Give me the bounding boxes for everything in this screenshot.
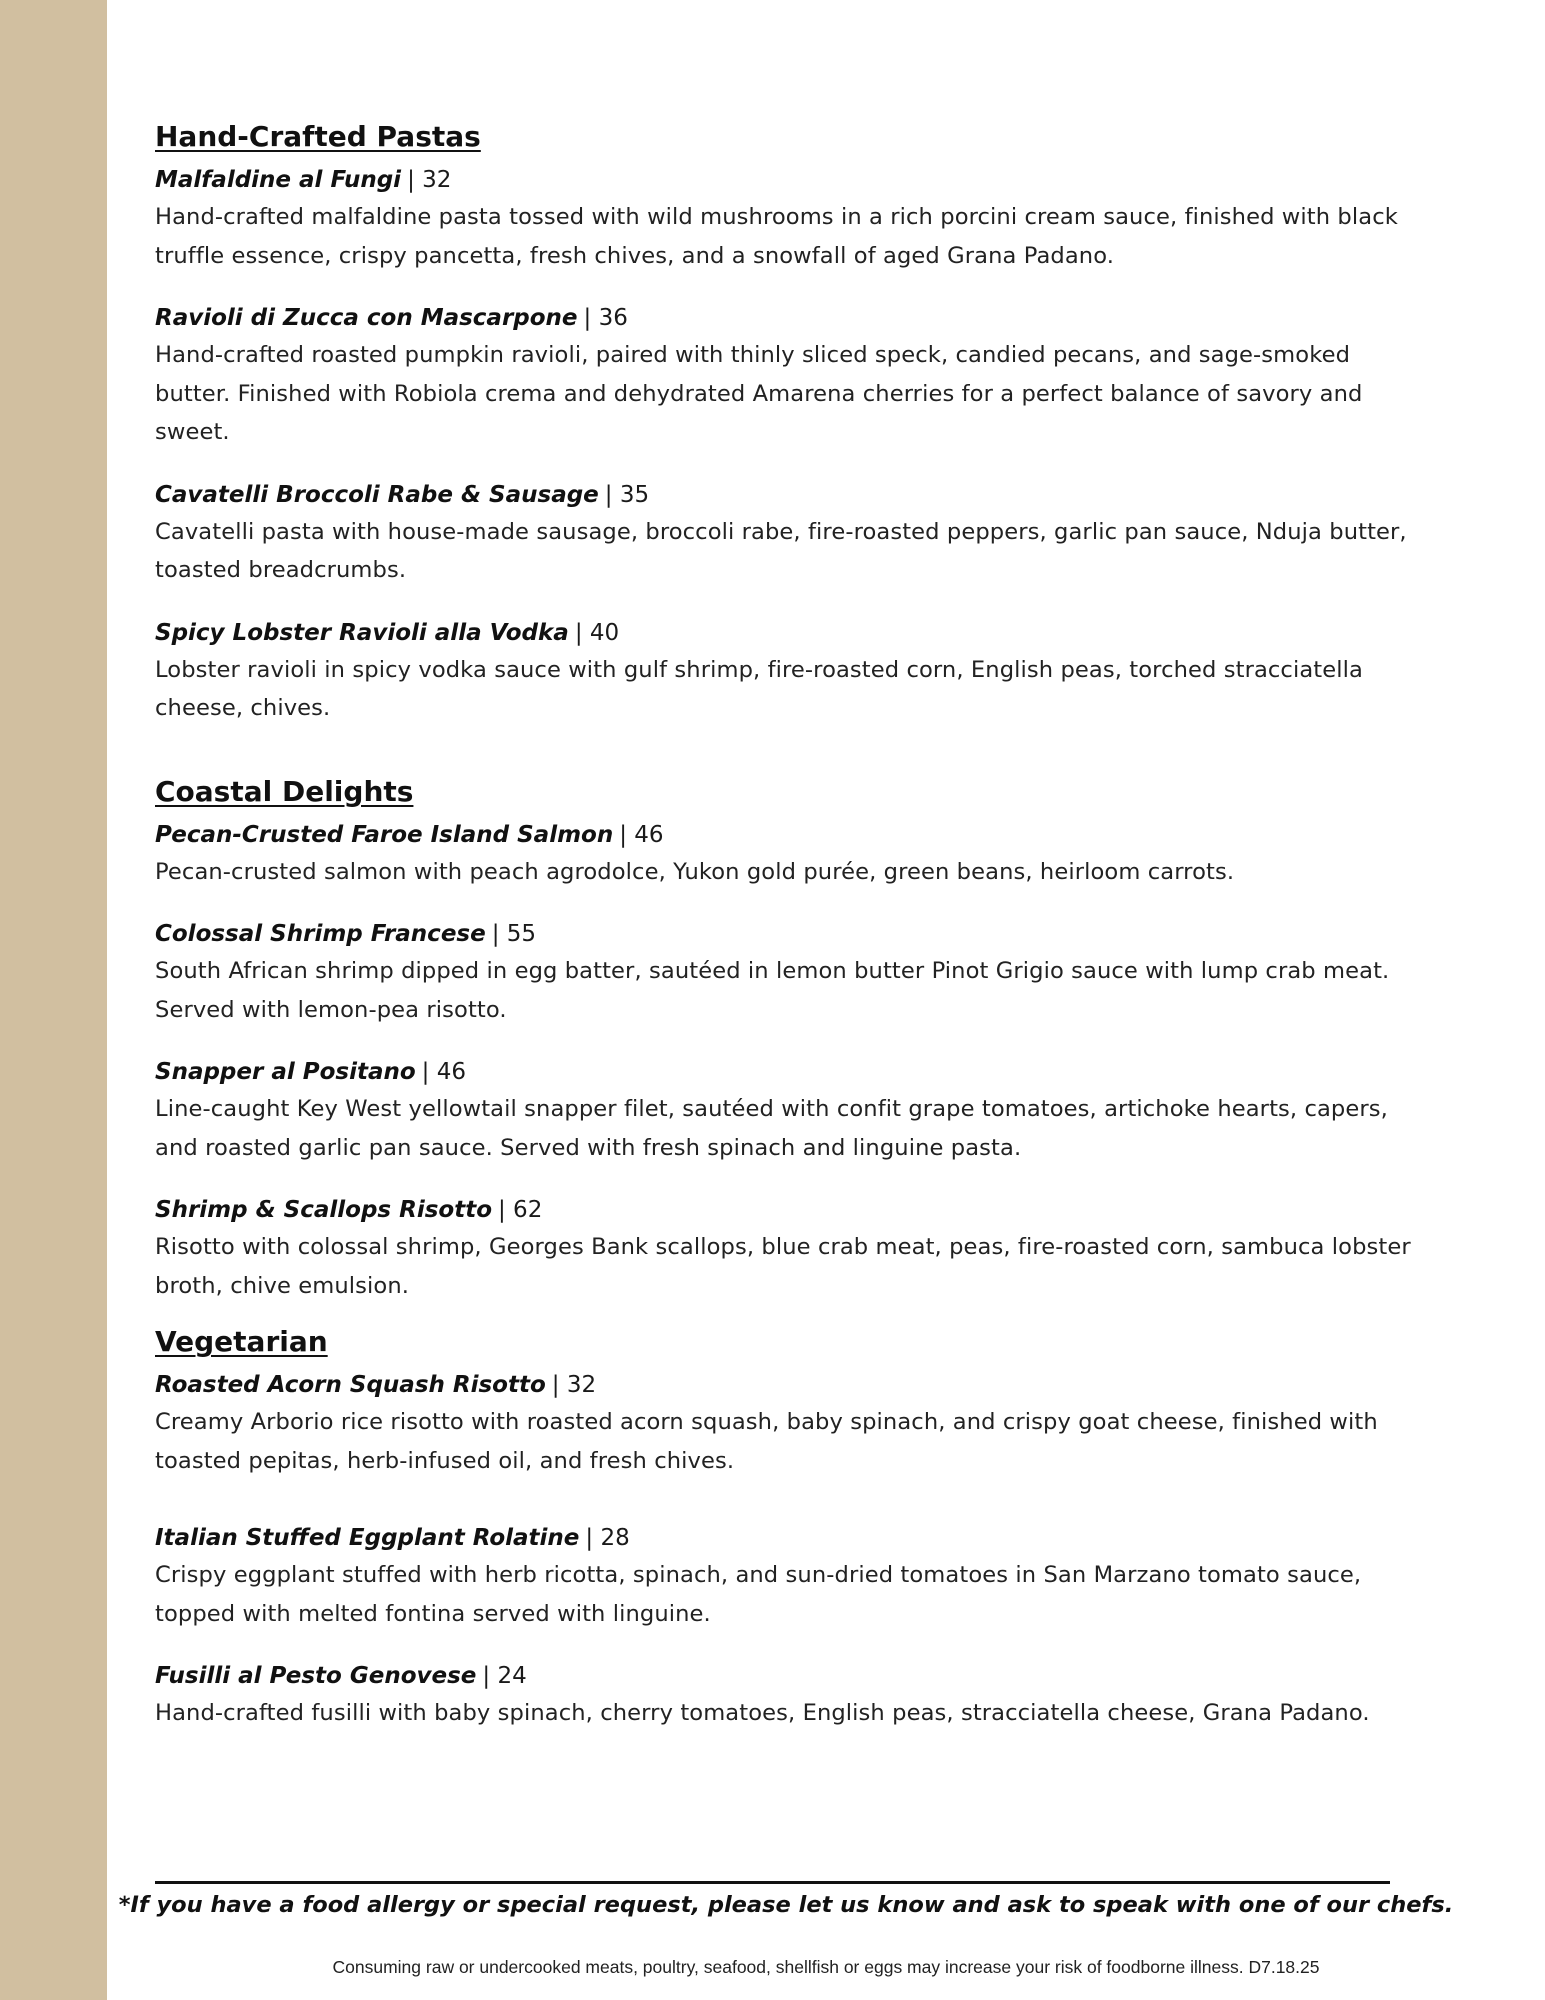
menu-item	[155, 819, 1415, 892]
section-title: Vegetarian	[155, 1325, 328, 1358]
allergy-note-text: *If you have a food allergy or special request, please let us know and ask to speak with one of our chefs.	[118, 1892, 1454, 1918]
item-price: | 28	[585, 1525, 630, 1551]
item-price: | 46	[619, 821, 664, 848]
foodborne-disclaimer: Consuming raw or undercooked meats, poultry, seafood, shellfish or eggs may increase your risk of foodborne illness. D7.18.25	[332, 1957, 1320, 1977]
menu-item	[155, 1194, 1415, 1305]
item-name: Colossal Shrimp Francese	[155, 921, 486, 947]
menu-item	[155, 479, 1415, 590]
item-name: Ravioli di Zucca con Mascarpone	[155, 305, 578, 331]
item-description: Cavatelli pasta with house-made sausage, broccoli rabe, fire-roasted peppers, garlic pan sauce, Nduja butter, toasted breadcrumbs.	[155, 518, 1407, 583]
item-description: Creamy Arborio rice risotto with roasted acorn squash, baby spinach, and crispy goat cheese, finished with toasted pepitas, herb-infused oil, and fresh chives.	[155, 1409, 1378, 1474]
section-title: Coastal Delights	[155, 774, 414, 808]
menu-item	[155, 1522, 1415, 1633]
decorative-side-bar	[0, 0, 107, 2000]
item-price: | 32	[407, 167, 452, 193]
allergy-note	[0, 1888, 1545, 1922]
menu-section-coastal	[155, 773, 1415, 1306]
item-name: Spicy Lobster Ravioli alla Vodka	[155, 619, 569, 646]
menu-item	[155, 302, 1415, 452]
section-title: Hand-Crafted Pastas	[155, 120, 481, 153]
item-description: South African shrimp dipped in egg batter, sautéed in lemon butter Pinot Grigio sauce with lump crab meat. Served with lemon-pea risotto.	[155, 958, 1390, 1023]
item-description: Risotto with colossal shrimp, Georges Bank scallops, blue crab meat, peas, fire-roasted corn, sambuca lobster broth, chive emulsion.	[155, 1234, 1411, 1299]
menu-item	[155, 1369, 1415, 1480]
item-description: Crispy eggplant stuffed with herb ricotta, spinach, and sun-dried tomatoes in San Marzano tomato sauce, topped with melted fontina served with linguine.	[155, 1562, 1362, 1627]
menu-item	[155, 164, 1415, 275]
item-name: Cavatelli Broccoli Rabe & Sausage	[155, 481, 599, 508]
item-description: Lobster ravioli in spicy vodka sauce with gulf shrimp, fire-roasted corn, English peas, torched stracciatella cheese, chives.	[155, 656, 1363, 721]
item-price: | 24	[482, 1663, 527, 1689]
footer-divider	[155, 1881, 1390, 1884]
item-price: | 55	[491, 921, 537, 947]
item-name: Shrimp & Scallops Risotto	[155, 1197, 492, 1223]
menu-item	[155, 1660, 1415, 1733]
item-price: | 62	[498, 1197, 543, 1223]
item-name: Pecan-Crusted Faroe Island Salmon	[155, 821, 614, 848]
item-price: | 35	[604, 481, 650, 508]
item-price: | 46	[421, 1059, 466, 1085]
menu-item	[155, 617, 1415, 728]
item-price: | 36	[583, 305, 628, 331]
item-price: | 40	[574, 619, 620, 646]
item-description: Hand-crafted roasted pumpkin ravioli, paired with thinly sliced speck, candied pecans, and sage-smoked butter. Finished with Robiola crema and dehydrated Amarena cherries for a perfect balance of savory and sweet.	[155, 342, 1363, 445]
item-description: Hand-crafted fusilli with baby spinach, cherry tomatoes, English peas, stracciatella cheese, Grana Padano.	[155, 1700, 1370, 1726]
item-description: Pecan-crusted salmon with peach agrodolce, Yukon gold purée, green beans, heirloom carrots.	[155, 858, 1235, 885]
item-name: Italian Stuffed Eggplant Rolatine	[155, 1525, 580, 1551]
item-description: Hand-crafted malfaldine pasta tossed with wild mushrooms in a rich porcini cream sauce, finished with black truffle essence, crispy pancetta, fresh chives, and a snowfall of aged Grana Padano.	[155, 204, 1398, 269]
menu-item	[155, 918, 1415, 1029]
item-name: Fusilli al Pesto Genovese	[155, 1663, 477, 1689]
item-description: Line-caught Key West yellowtail snapper filet, sautéed with confit grape tomatoes, artichoke hearts, capers, and roasted garlic pan sauce. Served with fresh spinach and linguine pasta.	[155, 1096, 1388, 1161]
menu-section-pastas	[155, 118, 1415, 728]
menu-content	[155, 118, 1415, 1760]
item-name: Malfaldine al Fungi	[155, 167, 402, 193]
item-name: Snapper al Positano	[155, 1059, 416, 1085]
item-name: Roasted Acorn Squash Risotto	[155, 1372, 546, 1398]
menu-item	[155, 1056, 1415, 1167]
menu-section-vegetarian	[155, 1323, 1415, 1733]
item-price: | 32	[551, 1372, 597, 1398]
